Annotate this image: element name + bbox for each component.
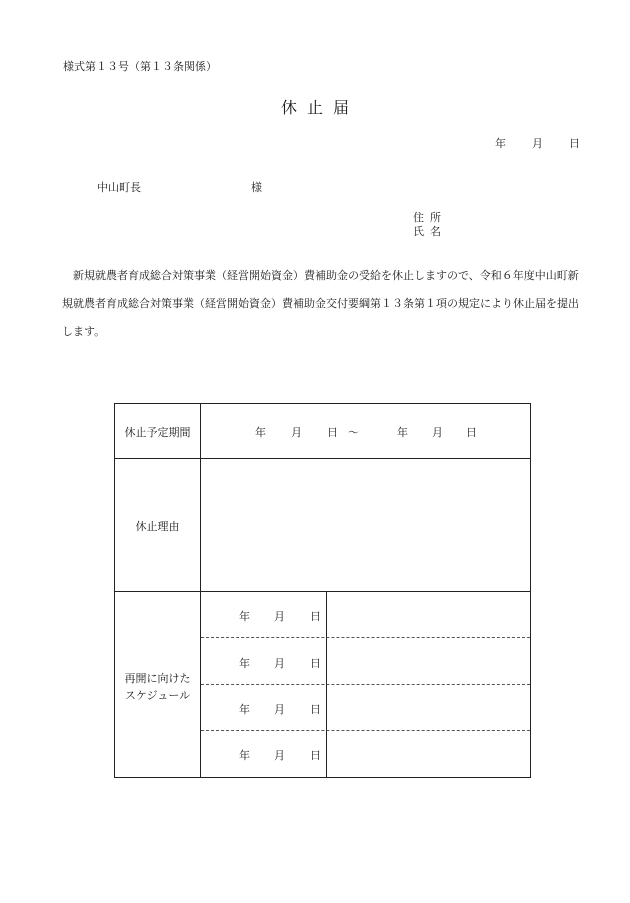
period-year-2: 年 xyxy=(397,426,408,439)
schedule-date-2 xyxy=(201,655,326,669)
schedule-date-1 xyxy=(201,608,326,622)
schedule-day: 日 xyxy=(310,610,321,623)
schedule-label-line1: 再開に向けた xyxy=(124,672,191,685)
reason-field[interactable] xyxy=(201,459,530,590)
schedule-year: 年 xyxy=(239,703,250,716)
schedule-label-line2: スケジュール xyxy=(124,689,191,702)
schedule-row-divider xyxy=(201,730,530,731)
schedule-month: 月 xyxy=(274,610,285,623)
form-number: 様式第１３号（第１３条関係） xyxy=(63,60,217,73)
period-label: 休止予定期間 xyxy=(124,426,191,439)
period-year-1: 年 xyxy=(255,426,266,439)
schedule-day: 日 xyxy=(310,749,321,762)
schedule-label xyxy=(115,670,200,704)
period-value xyxy=(201,424,530,438)
schedule-year: 年 xyxy=(239,610,250,623)
schedule-month: 月 xyxy=(274,749,285,762)
period-month-1: 月 xyxy=(291,426,302,439)
suspension-form-table xyxy=(114,403,531,778)
period-month-2: 月 xyxy=(432,426,443,439)
date-year: 年 xyxy=(495,137,506,150)
row-divider-reason xyxy=(115,591,530,592)
schedule-year: 年 xyxy=(239,657,250,670)
period-day-2: 日 xyxy=(466,426,477,439)
schedule-month: 月 xyxy=(274,703,285,716)
date-month: 月 xyxy=(532,137,543,150)
reason-label: 休止理由 xyxy=(135,520,180,533)
document-title: 休止届 xyxy=(280,98,359,117)
date-day: 日 xyxy=(569,137,580,150)
schedule-row-divider xyxy=(201,684,530,685)
schedule-year: 年 xyxy=(239,749,250,762)
period-day-1: 日 xyxy=(327,426,338,439)
addressee-name: 中山町長 xyxy=(97,181,141,194)
schedule-date-3 xyxy=(201,701,326,715)
period-tilde: ～ xyxy=(348,426,359,439)
schedule-day: 日 xyxy=(310,703,321,716)
schedule-row-divider xyxy=(201,637,530,638)
schedule-day: 日 xyxy=(310,657,321,670)
applicant-name-label: 氏名 xyxy=(413,225,447,238)
schedule-month: 月 xyxy=(274,657,285,670)
schedule-date-4 xyxy=(201,747,326,761)
applicant-address-label: 住所 xyxy=(413,211,447,224)
submission-date xyxy=(495,135,580,151)
body-paragraph: 新規就農者育成総合対策事業（経営開始資金）費補助金の受給を休止しますので、令和６年度中山町新規就農者育成総合対策事業（経営開始資金）費補助金交付要綱第１３条第１項の規定により休止届を提出します。 xyxy=(62,269,579,338)
addressee-honorific: 様 xyxy=(251,181,262,194)
